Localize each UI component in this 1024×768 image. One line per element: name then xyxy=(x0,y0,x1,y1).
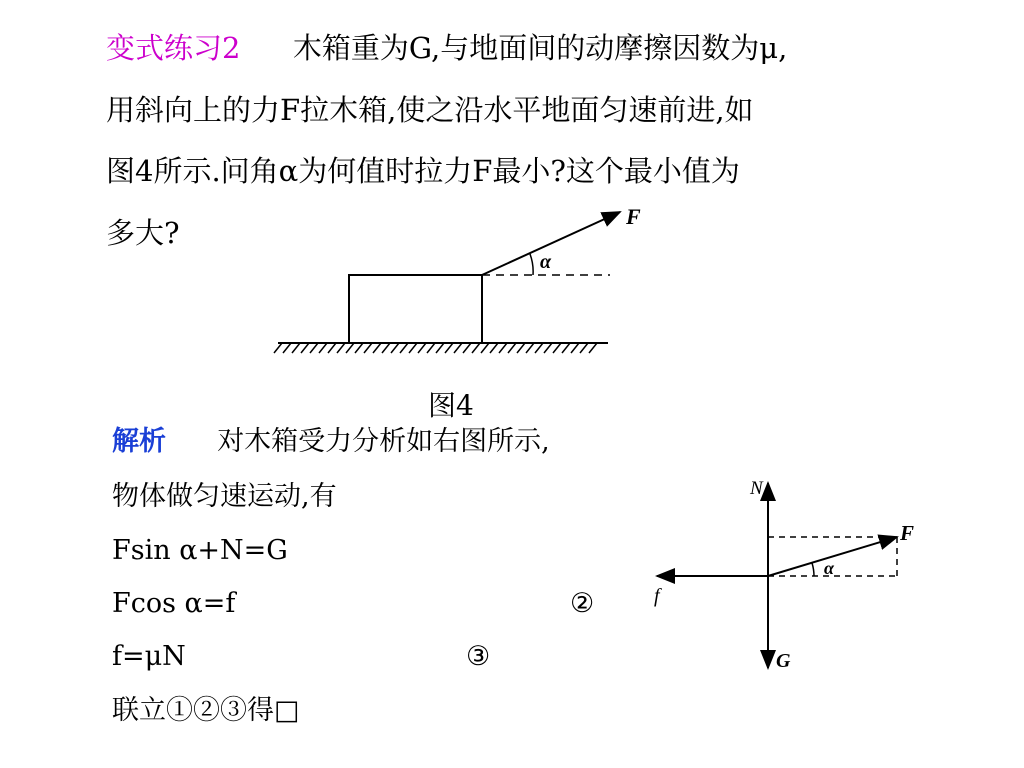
hatch-mark xyxy=(535,343,543,353)
gravity-label: G xyxy=(776,650,791,672)
friction-label: f xyxy=(654,585,660,607)
hatch-mark xyxy=(481,343,489,353)
hatch-mark xyxy=(328,343,336,353)
force-label: F xyxy=(626,204,641,229)
hatch-mark xyxy=(346,343,354,353)
diagram-angle-label: α xyxy=(824,558,834,578)
hatch-mark xyxy=(589,343,597,353)
hatch-mark xyxy=(553,343,561,353)
hatch-mark xyxy=(409,343,417,353)
equation-1: Fsin α+N=G xyxy=(112,535,288,566)
hatch-mark xyxy=(526,343,534,353)
hatch-mark xyxy=(319,343,327,353)
hatch-mark xyxy=(391,343,399,353)
hatch-mark xyxy=(274,343,282,353)
problem-line-4: 多大? xyxy=(106,216,180,250)
equation-3-number: ③ xyxy=(466,641,491,672)
ground-hatching xyxy=(274,343,597,353)
hatch-mark xyxy=(400,343,408,353)
hatch-mark xyxy=(544,343,552,353)
hatch-mark xyxy=(373,343,381,353)
solution-line-1 xyxy=(112,428,550,455)
hatch-mark xyxy=(427,343,435,353)
equation-2-number: ② xyxy=(570,588,595,619)
hatch-mark xyxy=(454,343,462,353)
figure-caption: 图4 xyxy=(428,389,474,422)
hatch-mark xyxy=(292,343,300,353)
problem-line-2: 用斜向上的力F拉木箱,使之沿水平地面匀速前进,如 xyxy=(106,93,754,127)
diagram-angle-arc xyxy=(812,563,814,576)
hatch-mark xyxy=(283,343,291,353)
solution-conclusion: 联立①②③得□ xyxy=(112,695,300,726)
hatch-mark xyxy=(310,343,318,353)
solution-heading: 解析 xyxy=(112,426,166,457)
problem-line-3: 图4所示.问角α为何值时拉力F最小?这个最小值为 xyxy=(106,154,740,188)
hatch-mark xyxy=(472,343,480,353)
hatch-mark xyxy=(382,343,390,353)
angle-label: α xyxy=(540,251,552,273)
hatch-mark xyxy=(436,343,444,353)
hatch-mark xyxy=(355,343,363,353)
hatch-mark xyxy=(562,343,570,353)
hatch-mark xyxy=(508,343,516,353)
solution-line-2: 物体做匀速运动,有 xyxy=(112,481,337,512)
hatch-mark xyxy=(517,343,525,353)
force-diagram xyxy=(654,478,914,672)
hatch-mark xyxy=(463,343,471,353)
hatch-mark xyxy=(490,343,498,353)
solution-text-1: 对木箱受力分析如右图所示, xyxy=(217,426,550,457)
hatch-mark xyxy=(445,343,453,353)
problem-tag: 变式练习2 xyxy=(106,31,241,65)
hatch-mark xyxy=(337,343,345,353)
normal-force-label: N xyxy=(750,478,763,499)
pull-force-label: F xyxy=(900,521,915,545)
angle-arc xyxy=(530,254,533,275)
problem-text-1: 木箱重为G,与地面间的动摩擦因数为μ, xyxy=(292,31,788,65)
equation-2: Fcos α=f xyxy=(112,588,236,619)
equation-3: f=μN xyxy=(112,641,186,672)
wooden-box xyxy=(349,275,482,343)
hatch-mark xyxy=(418,343,426,353)
hatch-mark xyxy=(364,343,372,353)
hatch-mark xyxy=(580,343,588,353)
hatch-mark xyxy=(301,343,309,353)
hatch-mark xyxy=(571,343,579,353)
hatch-mark xyxy=(499,343,507,353)
